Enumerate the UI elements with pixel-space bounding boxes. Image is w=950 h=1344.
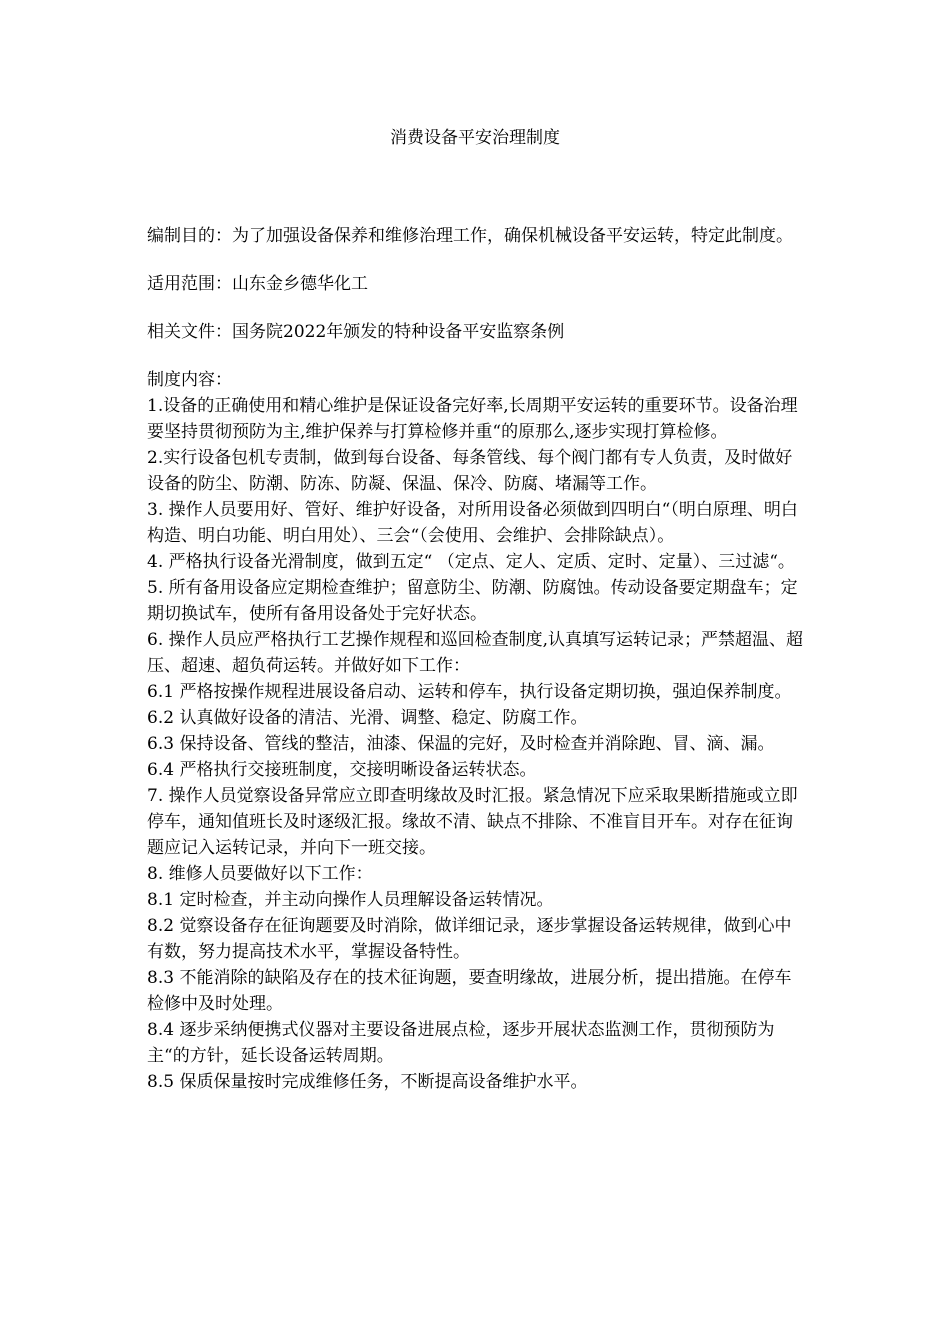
related-documents-paragraph: 相关文件：国务院2022年颁发的特种设备平安监察条例 — [147, 322, 565, 342]
content-item-6-3: 6.3 保持设备、管线的整洁，油漆、保温的完好，及时检查并消除跑、冒、滴、漏。 — [147, 734, 775, 754]
content-item-8-4: 8.4 逐步采纳便携式仪器对主要设备进展点检，逐步开展状态监测工作，贯彻预防为主“的方针，延长设备运转周期。 — [147, 1020, 775, 1066]
content-item-6-1: 6.1 严格按操作规程进展设备启动、运转和停车，执行设备定期切换，强迫保养制度。 — [147, 682, 792, 702]
spacer — [147, 297, 807, 319]
spacer — [147, 345, 807, 367]
content-item-2: 2.实行设备包机专责制，做到每台设备、每条管线、每个阀门都有专人负责，及时做好设备的防尘、防潮、防冻、防凝、保温、保冷、防腐、堵漏等工作。 — [147, 448, 793, 494]
content-item-3: 3. 操作人员要用好、管好、维护好设备，对所用设备必须做到四明白“（明白原理、明白构造、明白功能、明白用处）、三会“（会使用、会维护、会排除缺点）。 — [147, 500, 798, 546]
content-item-8-2: 8.2 觉察设备存在征询题要及时消除，做详细记录，逐步掌握设备运转规律，做到心中有数，努力提高技术水平，掌握设备特性。 — [147, 916, 792, 962]
spacer — [147, 249, 807, 271]
content-item-1: 1.设备的正确使用和精心维护是保证设备完好率,长周期平安运转的重要环节。设备治理要坚持贯彻预防为主,维护保养与打算检修并重“的原那么,逐步实现打算检修。 — [147, 396, 798, 442]
purpose-paragraph: 编制目的：为了加强设备保养和维修治理工作，确保机械设备平安运转，特定此制度。 — [147, 226, 793, 246]
content-item-6-2: 6.2 认真做好设备的清洁、光滑、调整、稳定、防腐工作。 — [147, 708, 588, 728]
content-item-8: 8. 维修人员要做好以下工作： — [147, 864, 373, 884]
content-item-8-5: 8.5 保质保量按时完成维修任务，不断提高设备维护水平。 — [147, 1072, 588, 1092]
content-item-5: 5. 所有备用设备应定期检查维护；留意防尘、防潮、防腐蚀。传动设备要定期盘车；定期切换试车，使所有备用设备处于完好状态。 — [147, 578, 798, 624]
content-item-8-1: 8.1 定时检查，并主动向操作人员理解设备运转情况。 — [147, 890, 554, 910]
content-item-7: 7. 操作人员觉察设备异常应立即查明缘故及时汇报。紧急情况下应采取果断措施或立即停车，通知值班长及时逐级汇报。缘故不清、缺点不排除、不准盲目开车。对存在征询题应记入运转记录，并向下一班交接。 — [147, 786, 798, 858]
scope-paragraph: 适用范围：山东金乡德华化工 — [147, 274, 368, 294]
content-item-8-3: 8.3 不能消除的缺陷及存在的技术征询题，要查明缘故，进展分析，提出措施。在停车检修中及时处理。 — [147, 968, 792, 1014]
content-item-6: 6. 操作人员应严格执行工艺操作规程和巡回检查制度,认真填写运转记录；严禁超温、超压、超速、超负荷运转。并做好如下工作： — [147, 630, 804, 676]
content-heading: 制度内容： — [147, 370, 232, 390]
content-item-6-4: 6.4 严格执行交接班制度，交接明晰设备运转状态。 — [147, 760, 537, 780]
content-item-4: 4. 严格执行设备光滑制度，做到五定“ （定点、定人、定质、定时、定量）、三过滤“。 — [147, 552, 795, 572]
document-title: 消费设备平安治理制度 — [390, 128, 560, 148]
document-body — [147, 223, 807, 1095]
